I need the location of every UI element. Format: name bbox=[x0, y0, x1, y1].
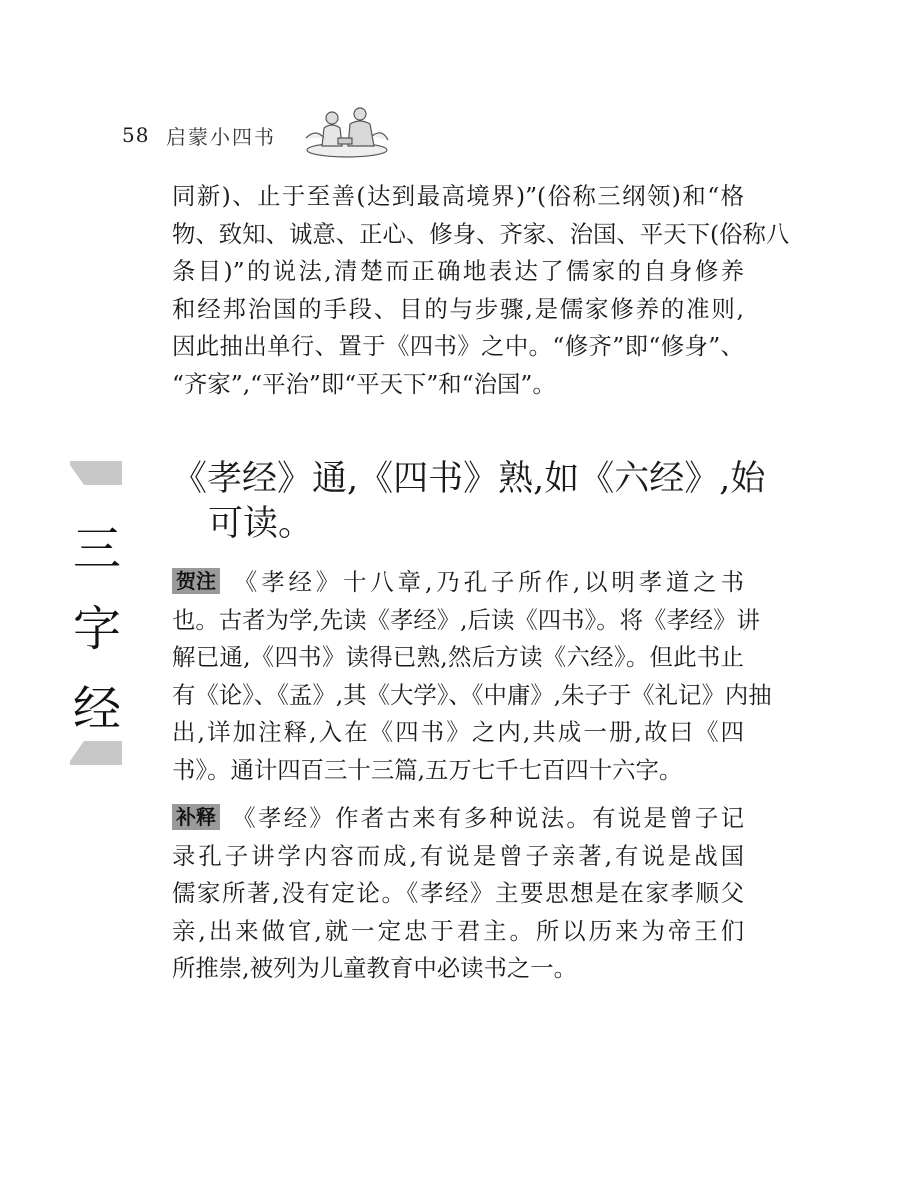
verse-heading bbox=[172, 457, 766, 547]
text-line: 同新)、止于至善(达到最高境界)”(俗称三纲领)和“格 bbox=[172, 182, 744, 210]
text-line: 也。古者为学,先读《孝经》,后读《四书》。将《孝经》讲 bbox=[172, 605, 760, 634]
sidebar-section-title bbox=[62, 455, 132, 775]
text-line: 有《论》、《孟》,其《大学》、《中庸》,朱子于《礼记》内抽 bbox=[172, 680, 772, 709]
sidebar-char: 字 bbox=[72, 601, 121, 657]
sidebar-char: 三 bbox=[72, 521, 121, 577]
text-line: 亲,出来做官,就一定忠于君主。所以历来为帝王们 bbox=[172, 916, 744, 945]
verse-line: 《孝经》通,《四书》熟,如《六经》,始 bbox=[172, 459, 766, 499]
text-line: 出,详加注释,入在《四书》之内,共成一册,故曰《四 bbox=[172, 718, 744, 746]
text-line bbox=[172, 564, 744, 602]
verse-line: 可读。 bbox=[208, 504, 314, 544]
annotation-buyi bbox=[172, 800, 744, 988]
text-line bbox=[172, 800, 744, 838]
text-line: 书》。通计四百三十三篇,五万七千七百四十六字。 bbox=[172, 755, 683, 784]
text-line: 条目)”的说法,清楚而正确地表达了儒家的自身修养 bbox=[172, 257, 744, 285]
text-line: 解已通,《四书》读得已熟,然后方读《六经》。但此书止 bbox=[172, 643, 744, 671]
text-line: 所推崇,被列为儿童教育中必读书之一。 bbox=[172, 954, 578, 982]
page-header bbox=[122, 110, 422, 160]
buyi-label: 补释 bbox=[172, 804, 220, 830]
text-line-body: 《孝经》十八章,乃孔子所作,以明孝道之书 bbox=[230, 568, 744, 596]
annotation-hezhu bbox=[172, 564, 772, 789]
page-number: 58 bbox=[122, 123, 150, 147]
hezhu-label: 贺注 bbox=[172, 568, 220, 594]
book-title: 启蒙小四书 bbox=[166, 125, 276, 149]
reading-scholars-illustration-icon bbox=[302, 98, 392, 160]
text-line: 录孔子讲学内容而成,有说是曾子亲著,有说是战国 bbox=[172, 841, 744, 870]
text-line: 物、致知、诚意、正心、修身、齐家、治国、平天下(俗称八 bbox=[172, 219, 790, 248]
text-line-body: 《孝经》作者古来有多种说法。有说是曾子记 bbox=[230, 804, 744, 832]
sidebar-char: 经 bbox=[72, 681, 121, 737]
text-line: “齐家”,“平治”即“平天下”和“治国”。 bbox=[172, 369, 556, 398]
text-line: 和经邦治国的手段、目的与步骤,是儒家修养的准则, bbox=[172, 294, 744, 323]
text-line: 儒家所著,没有定论。《孝经》主要思想是在家孝顺父 bbox=[172, 879, 744, 907]
previous-paragraph bbox=[172, 178, 790, 403]
text-line: 因此抽出单行、置于《四书》之中。“修齐”即“修身”、 bbox=[172, 332, 744, 360]
